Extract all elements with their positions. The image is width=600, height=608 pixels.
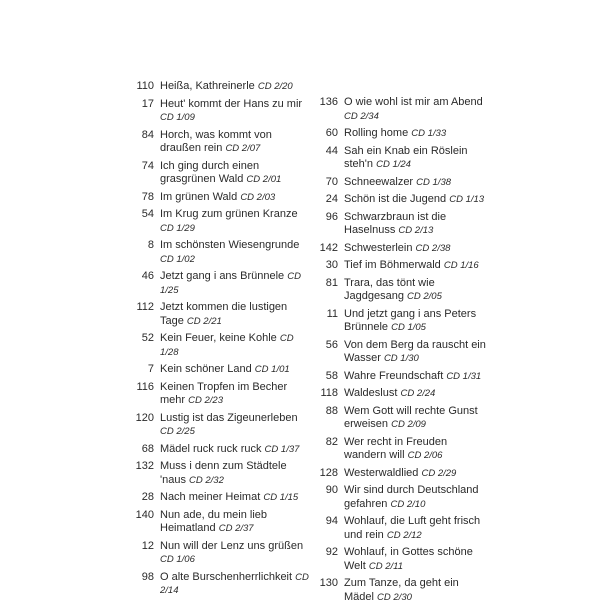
index-entry — [312, 259, 490, 273]
entry-text — [344, 484, 490, 511]
page-number: 30 — [325, 259, 338, 271]
song-title: Wahre Freundschaft — [344, 369, 444, 382]
entry-text — [160, 270, 310, 297]
page-number: 81 — [325, 276, 338, 289]
cd-reference: CD 1/28 — [160, 333, 294, 358]
song-title: Tief im Böhmerwald — [344, 259, 441, 271]
index-entry — [312, 387, 490, 401]
cd-reference: CD 2/21 — [186, 315, 222, 327]
song-title: Ich ging durch einen grasgrünen Wald — [160, 159, 260, 185]
index-entry — [312, 145, 490, 172]
song-title: Rolling home — [344, 127, 409, 139]
entry-text — [344, 259, 490, 273]
song-title: Waldeslust — [344, 387, 398, 399]
cd-reference: CD 1/13 — [449, 194, 485, 205]
page-number: 90 — [325, 484, 338, 496]
entry-text — [344, 436, 490, 463]
entry-text — [160, 301, 310, 328]
cd-reference: CD 1/05 — [391, 322, 426, 333]
page-number: 56 — [325, 338, 338, 351]
page-number: 94 — [325, 515, 338, 527]
page-number: 44 — [325, 144, 338, 157]
song-title: Schwarzbraun ist die Haselnuss — [344, 210, 447, 236]
page-number: 12 — [141, 539, 154, 552]
index-entry — [312, 308, 490, 335]
index-entry — [312, 277, 490, 304]
index-column-left — [128, 80, 310, 602]
song-title: Zum Tanze, da geht ein Mädel — [344, 577, 459, 603]
index-entry — [312, 127, 490, 141]
cd-reference: CD 1/31 — [446, 370, 482, 382]
page-number: 46 — [141, 270, 154, 282]
song-title: Nun ade, du mein lieb Heimatland — [160, 508, 268, 534]
page-number: 98 — [141, 570, 154, 583]
song-title: Nach meiner Heimat — [160, 491, 261, 503]
page-number: 92 — [325, 546, 338, 558]
page-number: 68 — [141, 442, 154, 455]
entry-text — [160, 443, 310, 457]
index-entry — [312, 339, 490, 366]
entry-text — [160, 571, 310, 598]
song-title: O wie wohl ist mir am Abend — [344, 96, 483, 108]
page-number: 116 — [136, 380, 154, 393]
entry-text — [160, 540, 310, 567]
cd-reference: CD 2/29 — [421, 467, 457, 479]
cd-reference: CD 1/06 — [160, 554, 195, 565]
cd-reference: CD 1/24 — [376, 159, 411, 170]
index-entry — [128, 301, 310, 328]
index-column-right — [312, 96, 490, 608]
page-number: 132 — [135, 460, 154, 472]
song-title: Schneewalzer — [344, 175, 414, 188]
page-number: 52 — [141, 332, 154, 344]
index-entry — [312, 193, 490, 207]
entry-text — [160, 509, 310, 536]
song-title: Heißa, Kathreinerle — [160, 80, 255, 92]
song-title: Trara, das tönt wie Jagdgesang — [344, 276, 435, 302]
entry-text — [344, 515, 490, 542]
cd-reference: CD 2/05 — [407, 291, 442, 302]
song-title: Nun will der Lenz uns grüßen — [160, 539, 304, 552]
page-number: 82 — [325, 435, 338, 448]
page-number: 78 — [141, 190, 154, 203]
page-number: 17 — [141, 97, 154, 110]
cd-reference: CD 1/01 — [254, 364, 290, 375]
index-entry — [128, 443, 310, 457]
song-title: Schön ist die Jugend — [344, 193, 447, 205]
page-number: 54 — [141, 208, 154, 220]
index-entry — [128, 571, 310, 598]
cd-reference: CD 1/33 — [411, 128, 447, 139]
cd-reference: CD 1/30 — [383, 353, 419, 364]
index-entry — [312, 484, 490, 511]
cd-reference: CD 1/25 — [160, 271, 301, 296]
cd-reference: CD 2/20 — [257, 81, 293, 92]
song-title: Von dem Berg da rauscht ein Wasser — [344, 338, 486, 364]
page-number: 74 — [141, 159, 154, 172]
cd-reference: CD 2/12 — [386, 529, 422, 541]
song-title: Jetzt gang i ans Brünnele — [160, 270, 285, 282]
song-title: Wer recht in Freuden wandern will — [344, 435, 448, 461]
cd-reference: CD 2/10 — [390, 498, 426, 510]
song-title: Im schönsten Wiesengrunde — [160, 239, 300, 251]
entry-text — [344, 211, 490, 238]
index-entry — [128, 208, 310, 235]
cd-reference: CD 2/32 — [189, 474, 224, 486]
entry-text — [160, 160, 310, 187]
index-entry — [312, 242, 490, 256]
cd-reference: CD 2/25 — [160, 426, 195, 437]
entry-text — [160, 80, 310, 94]
index-entry — [128, 98, 310, 125]
index-entry — [128, 412, 310, 439]
cd-reference: CD 2/11 — [368, 560, 404, 572]
entry-text — [160, 363, 310, 377]
song-title: Im grünen Wald — [160, 190, 238, 203]
index-entry — [128, 160, 310, 187]
index-entry — [128, 460, 310, 487]
cd-reference: CD 2/30 — [377, 591, 412, 603]
entry-text — [160, 491, 310, 505]
cd-reference: CD 2/01 — [246, 174, 282, 185]
index-entry — [128, 540, 310, 567]
song-title: Kein Feuer, keine Kohle — [160, 332, 277, 344]
entry-text — [344, 242, 490, 256]
index-entry — [312, 176, 490, 190]
entry-text — [344, 546, 490, 573]
entry-text — [344, 467, 490, 481]
entry-text — [344, 387, 490, 401]
song-title: Im Krug zum grünen Kranze — [160, 208, 298, 220]
song-title: Muss i denn zum Städtele 'naus — [160, 460, 287, 486]
cd-reference: CD 2/13 — [398, 225, 434, 236]
page-number: 96 — [325, 210, 338, 223]
song-title: Wir sind durch Deutschland gefahren — [344, 484, 479, 510]
cd-reference: CD 1/16 — [443, 260, 479, 271]
entry-text — [160, 412, 310, 439]
entry-text — [160, 129, 310, 156]
song-title: Wem Gott will rechte Gunst erweisen — [344, 404, 478, 430]
cd-reference: CD 2/06 — [407, 450, 443, 461]
index-entry — [128, 363, 310, 377]
page-number: 142 — [319, 241, 338, 254]
page-number: 84 — [141, 128, 154, 141]
song-title: Keinen Tropfen im Becher mehr — [160, 380, 288, 406]
index-entry — [312, 546, 490, 573]
song-title: Und jetzt gang i ans Peters Brünnele — [344, 307, 477, 333]
index-entry — [128, 270, 310, 297]
song-title: Wohlauf, in Gottes schöne Welt — [344, 546, 473, 572]
entry-text — [344, 370, 490, 384]
page-number: 88 — [325, 404, 338, 417]
entry-text — [160, 381, 310, 408]
entry-text — [160, 332, 310, 359]
cd-reference: CD 1/15 — [263, 492, 299, 503]
page-number: 7 — [147, 363, 154, 375]
page-number: 24 — [325, 193, 338, 205]
page-number: 136 — [319, 96, 338, 108]
page-number: 28 — [141, 491, 154, 503]
cd-reference: CD 1/38 — [416, 176, 452, 188]
song-title: Sah ein Knab ein Röslein steh'n — [344, 144, 468, 170]
index-entry — [128, 509, 310, 536]
page-number: 128 — [319, 466, 338, 479]
entry-text — [344, 339, 490, 366]
page-number: 110 — [136, 80, 154, 92]
index-entry — [312, 96, 490, 123]
cd-reference: CD 1/29 — [160, 222, 195, 234]
song-title: O alte Burschenherrlichkeit — [160, 570, 293, 583]
cd-reference: CD 1/09 — [160, 112, 195, 123]
cd-reference: CD 1/02 — [160, 253, 195, 265]
song-title: Westerwaldlied — [344, 466, 419, 479]
song-title: Kein schöner Land — [160, 363, 252, 375]
index-entry — [128, 332, 310, 359]
song-title: Jetzt kommen die lustigen Tage — [160, 301, 288, 327]
song-title: Mädel ruck ruck ruck — [160, 442, 262, 455]
cd-reference: CD 2/34 — [344, 110, 379, 122]
entry-text — [160, 98, 310, 125]
entry-text — [160, 191, 310, 205]
cd-reference: CD 2/07 — [225, 143, 261, 154]
index-entry — [312, 405, 490, 432]
index-entry — [312, 515, 490, 542]
song-title: Lustig ist das Zigeunerleben — [160, 411, 298, 424]
song-title: Heut' kommt der Hans zu mir — [160, 97, 303, 110]
page-number: 70 — [325, 175, 338, 188]
entry-text — [160, 208, 310, 235]
entry-text — [160, 460, 310, 487]
entry-text — [344, 145, 490, 172]
entry-text — [344, 277, 490, 304]
index-entry — [128, 381, 310, 408]
cd-reference: CD 2/09 — [391, 419, 426, 430]
entry-text — [344, 193, 490, 207]
cd-reference: CD 2/24 — [400, 388, 436, 399]
entry-text — [344, 405, 490, 432]
page-number: 120 — [135, 411, 154, 424]
page-number: 58 — [325, 369, 338, 382]
entry-text — [344, 96, 490, 123]
page-number: 11 — [326, 307, 338, 320]
index-entry — [312, 370, 490, 384]
index-entry — [312, 211, 490, 238]
index-entry — [128, 491, 310, 505]
cd-reference: CD 2/37 — [218, 523, 254, 534]
index-entry — [128, 80, 310, 94]
page-number: 140 — [135, 508, 154, 521]
index-entry — [312, 436, 490, 463]
cd-reference: CD 2/23 — [188, 395, 223, 406]
page-number: 112 — [136, 301, 154, 313]
index-entry — [312, 467, 490, 481]
page-number: 118 — [320, 387, 338, 399]
song-title: Wohlauf, die Luft geht frisch und rein — [344, 515, 481, 541]
cd-reference: CD 2/14 — [160, 571, 309, 596]
cd-reference: CD 2/03 — [240, 191, 276, 203]
entry-text — [344, 176, 490, 190]
song-title: Schwesterlein — [344, 241, 413, 254]
entry-text — [160, 239, 310, 266]
index-entry — [128, 191, 310, 205]
song-title: Horch, was kommt von draußen rein — [160, 128, 272, 154]
index-entry — [128, 129, 310, 156]
page-number: 8 — [147, 239, 154, 251]
cd-reference: CD 2/38 — [415, 242, 451, 254]
cd-reference: CD 1/37 — [264, 443, 300, 455]
entry-text — [344, 308, 490, 335]
entry-text — [344, 127, 490, 141]
index-entry — [128, 239, 310, 266]
page-number: 130 — [319, 577, 338, 589]
page-number: 60 — [325, 127, 338, 139]
